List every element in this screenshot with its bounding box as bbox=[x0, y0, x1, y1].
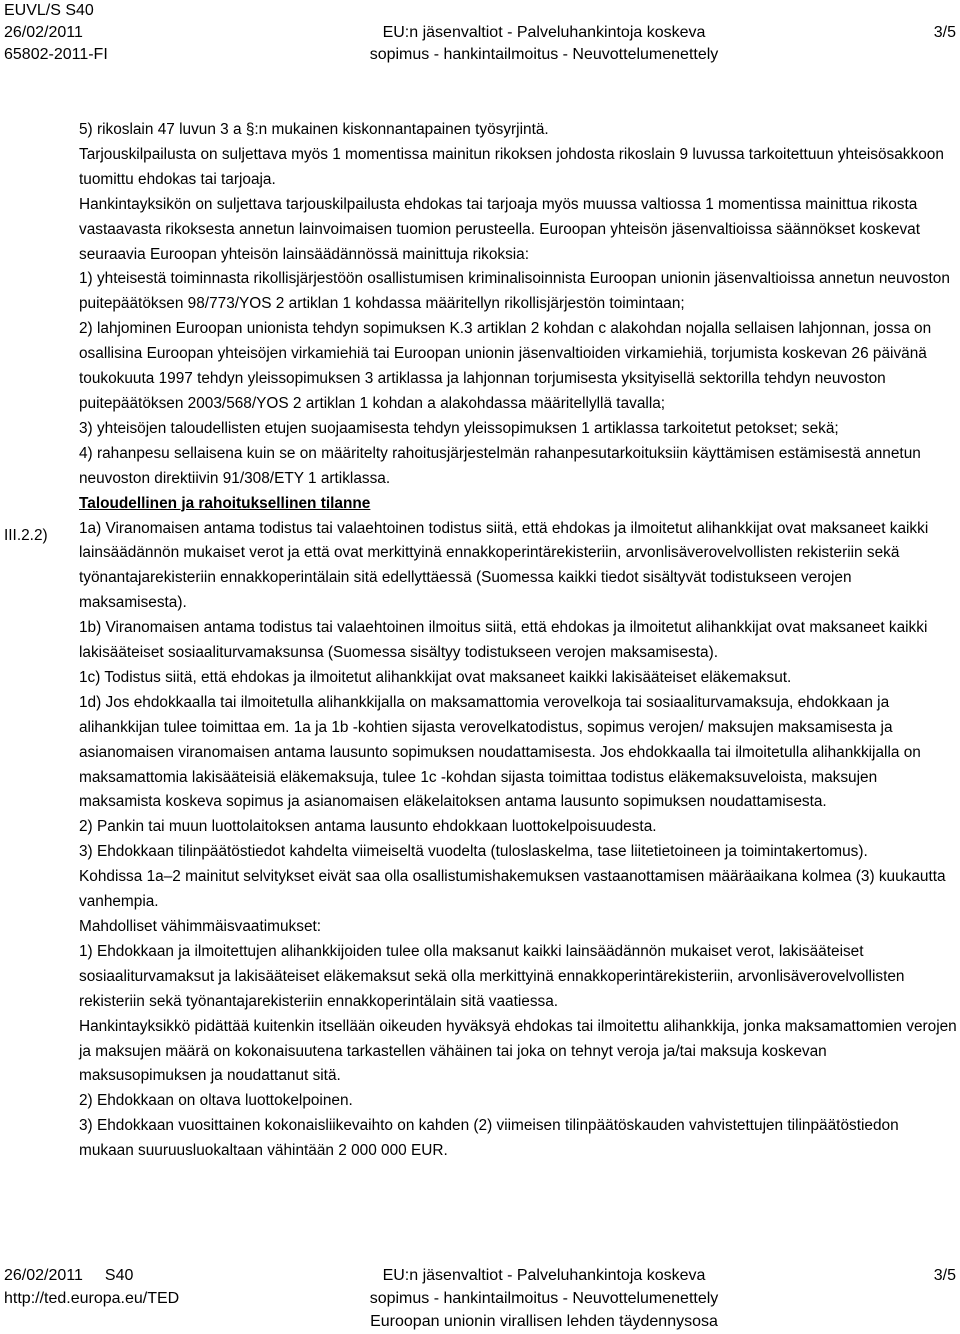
paragraph: 2) lahjominen Euroopan unionista tehdyn sopimuksen K.3 artiklan 2 kohdan c alakohdan nojalla sellaisen lahjonnan, jossa on osallisina Euroopan yhteisöjen virkamiehiä tai Euroopan unionin jäsenvaltioiden virkamiehiä, torjumista koskevan 26 päivänä toukokuuta 1997 tehdyn yleissopimuksen 3 artiklassa ja lahjonnan torjumisesta yksityisellä sektorilla tehdyn neuvoston puitepäätöksen 2003/568/YOS 2 artiklan 1 kohdan a alakohdassa määritellyllä tavalla; bbox=[79, 320, 932, 412]
paragraph: 1b) Viranomaisen antama todistus tai valaehtoinen ilmoitus siitä, että ehdokas ja ilmoitetut alihankkijat ovat maksaneet kaikki lakisääteiset sosiaaliturvamaksunsa (Suomessa sisältyy todistukseen verojen maksamisesta). bbox=[79, 619, 928, 662]
header-date: 26/02/2011 bbox=[4, 24, 83, 41]
footer-page-number: 3/5 bbox=[933, 1267, 956, 1284]
paragraph: Tarjouskilpailusta on suljettava myös 1 momentissa mainitun rikoksen johdosta rikoslain 9 luvussa tarkoitettuun yhteisösakkoon tuomittu ehdokas tai tarjoaja. bbox=[79, 145, 944, 188]
paragraph: 1) yhteisestä toiminnasta rikollisjärjestöön osallistumisen kriminalisoinnista Euroopan unionin jäsenvaltioissa annetun neuvoston puitepäätöksen 98/773/YOS 2 artiklan 1 kohdassa määritellyn rikollisjärjestön toimintaan; bbox=[79, 270, 950, 313]
paragraph: Mahdolliset vähimmäisvaatimukset: bbox=[79, 918, 322, 935]
paragraph: 3) yhteisöjen taloudellisten etujen suojaamisesta tehdyn yleissopimuksen 1 artiklassa tarkoitetut petokset; sekä; bbox=[79, 419, 839, 437]
paragraph: 3) Ehdokkaan tilinpäätöstiedot kahdelta viimeiseltä vuodelta (tuloslaskelma, tase liitetietoineen ja toimintakertomus). bbox=[79, 843, 868, 861]
paragraph: 1a) Viranomaisen antama todistus tai valaehtoinen todistus siitä, että ehdokas ja ilmoitetut alihankkijat ovat maksaneet kaikki lainsäädännön mukaiset verot ja että ovat merkittyinä ennakkoperintärekisteriin, arvonlisäverovelvollisten rekisteriin sekä työnantajarekisteriin ennakkoperintälain sitä edellyttäessä (Suomessa kaikki tiedot sisältyvät todistukseen verojen maksamisesta). bbox=[79, 519, 929, 612]
notice-id: 65802-2011-FI bbox=[4, 46, 108, 63]
document-body bbox=[79, 118, 957, 1164]
footer-title-line2: sopimus - hankintailmoitus - Neuvottelumenettely bbox=[369, 1290, 719, 1307]
footer-title-line3: Euroopan unionin virallisen lehden täydennysosa bbox=[370, 1313, 718, 1330]
paragraph: 2) Pankin tai muun luottolaitoksen antama lausunto ehdokkaan luottokelpoisuudesta. bbox=[79, 818, 657, 836]
paragraph: 1) Ehdokkaan ja ilmoitettujen alihankkijoiden tulee olla maksanut kaikki lainsäädännön mukaiset verot, lakisääteiset sosiaaliturvamaksut ja lakisääteiset eläkemaksut sekä olla merkittyinä ennakkoperintärekisteriin, arvonlisäverovelvollisten rekisteriin sekä työnantajarekisteriin ennakkoperintälain sitä vaatiessa. bbox=[79, 942, 905, 1010]
section-title: Taloudellinen ja rahoituksellinen tilanne bbox=[79, 494, 371, 512]
paragraph: 1d) Jos ehdokkaalla tai ilmoitetulla alihankkijalla on maksamattomia verovelkoja tai sosiaaliturvamaksuja, ehdokkaan ja alihankkijan tulee toimittaa em. 1a ja 1b -kohtien sijasta verovelkatodistus, sopimus verojen/ maksujen maksamisesta ja asianomaisen viranomaisen antama lausunto sopimuksen noudattamisesta. Jos ehdokkaalla tai ilmoitetulla alihankkijalla on maksamattomia lakisääteisiä eläkemaksuja, tulee 1c -kohdan sijasta toimittaa todistus eläkemaksuveloista, maksujen maksamista koskeva sopimus ja asianomaisen eläkelaitoksen antama lausunto sopimuksen noudattamisesta. bbox=[79, 693, 921, 811]
footer-doc: S40 bbox=[104, 1267, 134, 1284]
paragraph: Kohdissa 1a–2 mainitut selvitykset eivät saa olla osallistumishakemuksen vastaanottamisen määräaikana kolmea (3) kuukautta vanhempia. bbox=[79, 868, 946, 911]
header-title bbox=[344, 22, 744, 66]
header-page-number: 3/5 bbox=[933, 24, 956, 41]
footer-date: 26/02/2011 bbox=[4, 1267, 83, 1284]
doc-ref: EUVL/S S40 bbox=[4, 2, 94, 19]
paragraph: 3) Ehdokkaan vuosittainen kokonaisliikevaihto on kahden (2) viimeisen tilinpäätöskauden vahvistettujen tilinpäätöstiedon mukaan suuruusluokaltaan vähintään 2 000 000 EUR. bbox=[79, 1117, 899, 1160]
paragraph: 1c) Todistus siitä, että ehdokas ja ilmoitetut alihankkijat ovat maksaneet kaikki lakisääteiset eläkemaksut. bbox=[79, 668, 792, 686]
header-left bbox=[4, 0, 108, 66]
footer-left bbox=[4, 1264, 179, 1310]
footer-title-line1: EU:n jäsenvaltiot - Palveluhankintoja koskeva bbox=[382, 1267, 706, 1284]
header-title-line2: sopimus - hankintailmoitus - Neuvottelumenettely bbox=[369, 46, 719, 63]
section-number: III.2.2) bbox=[4, 527, 48, 544]
footer-url: http://ted.europa.eu/TED bbox=[4, 1290, 180, 1307]
header-title-line1: EU:n jäsenvaltiot - Palveluhankintoja koskeva bbox=[382, 24, 706, 41]
paragraph: 5) rikoslain 47 luvun 3 a §:n mukainen kiskonnantapainen työsyrjintä. bbox=[79, 121, 549, 138]
paragraph: 4) rahanpesu sellaisena kuin se on määritelty rahoitusjärjestelmän rahanpesutarkoituksiin käyttämisen estämisestä annetun neuvoston direktiivin 91/308/ETY 1 artiklassa. bbox=[79, 444, 921, 487]
footer-title bbox=[294, 1264, 794, 1333]
paragraph: 2) Ehdokkaan on oltava luottokelpoinen. bbox=[79, 1092, 353, 1110]
paragraph: Hankintayksikkö pidättää kuitenkin itsellään oikeuden hyväksyä ehdokas tai ilmoitettu alihankkija, jonka maksamattomien verojen ja maksujen määrä on kokonaisuutena tarkastellen vähäinen tai joka on tehnyt veroja ja/tai maksuja koskevan maksusopimuksen ja noudattanut sitä. bbox=[79, 1017, 957, 1085]
paragraph: Hankintayksikön on suljettava tarjouskilpailusta ehdokas tai tarjoaja myös muussa valtiossa 1 momentissa mainittua rikosta vastaavasta rikoksesta annetun lainvoimaisen tuomion perusteella. Euroopan yhteisön jäsenvaltioissa säännökset koskevat seuraavia Euroopan yhteisön lainsäädännössä mainittuja rikoksia: bbox=[79, 195, 920, 263]
